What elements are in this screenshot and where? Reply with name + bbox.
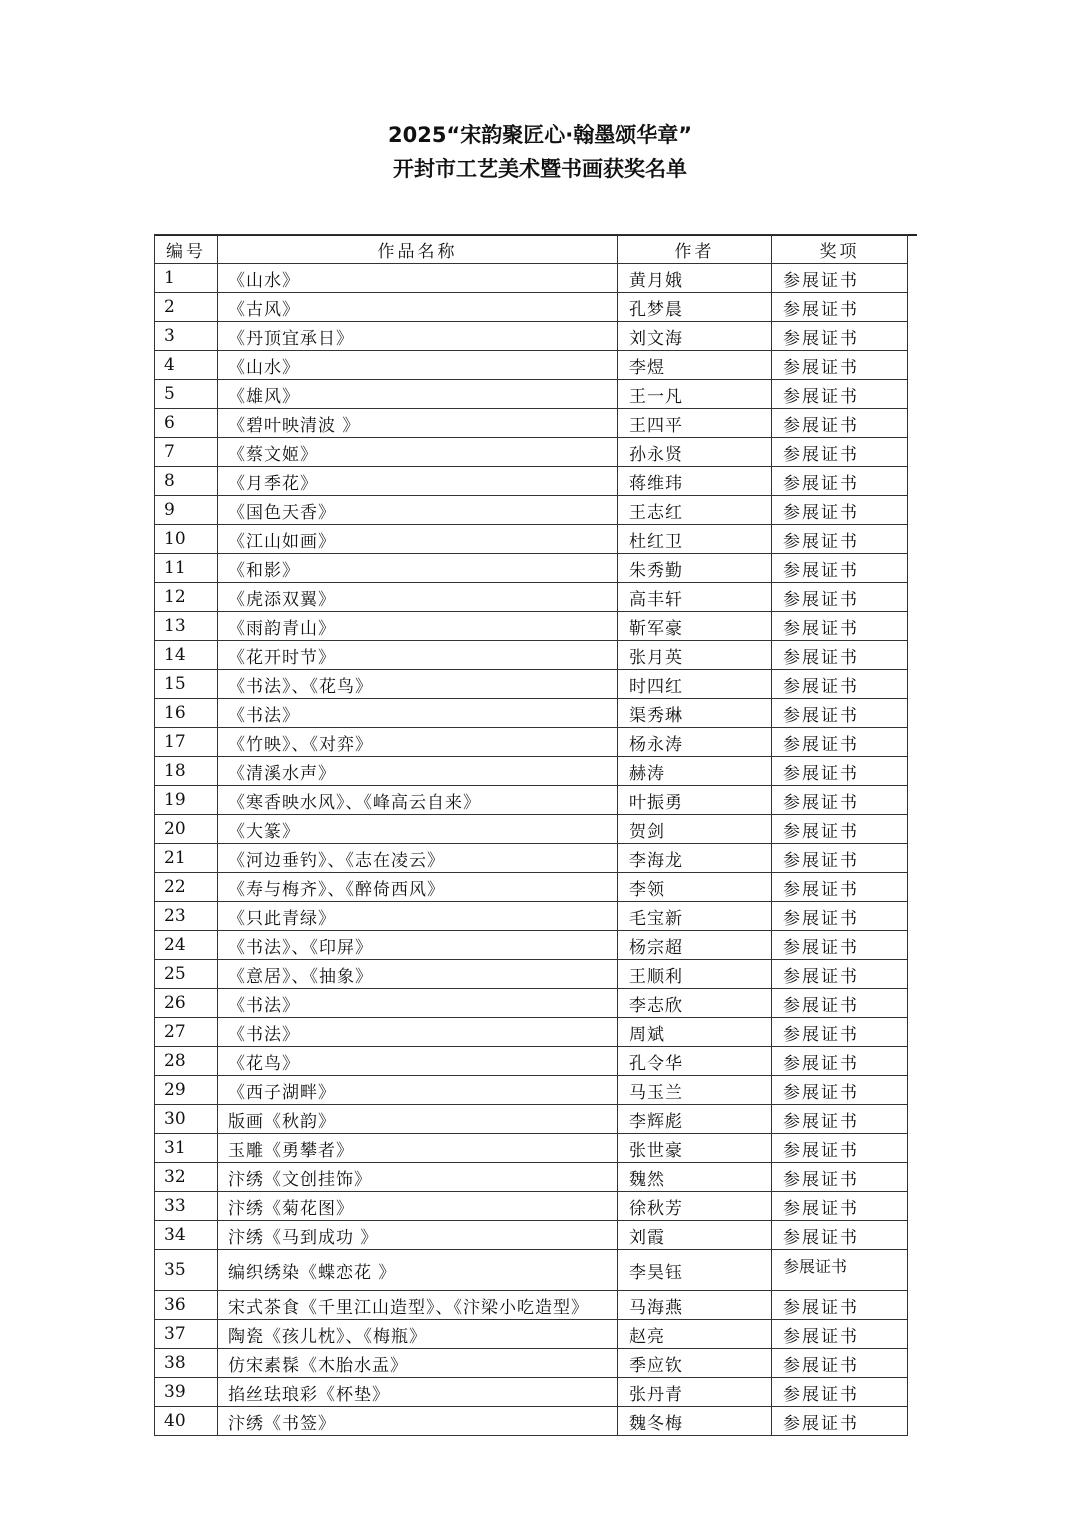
cell-author: 魏然	[618, 1163, 772, 1192]
cell-number: 29	[155, 1076, 218, 1105]
cell-number: 36	[155, 1291, 218, 1320]
cell-award: 参展证书	[772, 1192, 908, 1221]
cell-award: 参展证书	[772, 1105, 908, 1134]
cell-award: 参展证书	[772, 728, 908, 757]
cell-award: 参展证书	[772, 380, 908, 409]
cell-number: 3	[155, 322, 218, 351]
cell-award: 参展证书	[772, 1221, 908, 1250]
table-row	[155, 670, 908, 699]
cell-author: 赵亮	[618, 1320, 772, 1349]
page-title	[0, 118, 1080, 186]
cell-number: 25	[155, 960, 218, 989]
cell-author: 渠秀琳	[618, 699, 772, 728]
cell-work-title: 汴绣《马到成功 》	[218, 1221, 618, 1250]
cell-work-title: 《花开时节》	[218, 641, 618, 670]
cell-work-title: 《雨韵青山》	[218, 612, 618, 641]
cell-award: 参展证书	[772, 554, 908, 583]
cell-author: 黄月娥	[618, 264, 772, 293]
table-header-row	[155, 235, 908, 264]
table-row	[155, 322, 908, 351]
table-row	[155, 815, 908, 844]
table-row	[155, 438, 908, 467]
cell-author: 高丰轩	[618, 583, 772, 612]
header-author: 作者	[618, 235, 772, 264]
cell-award: 参展证书	[772, 873, 908, 902]
cell-award: 参展证书	[772, 1134, 908, 1163]
cell-work-title: 汴绣《书签》	[218, 1407, 618, 1436]
cell-work-title: 版画《秋韵》	[218, 1105, 618, 1134]
cell-author: 孔令华	[618, 1047, 772, 1076]
cell-award: 参展证书	[772, 1047, 908, 1076]
cell-work-title: 《书法》	[218, 1018, 618, 1047]
cell-number: 15	[155, 670, 218, 699]
table-row	[155, 1378, 908, 1407]
cell-work-title: 《花鸟》	[218, 1047, 618, 1076]
cell-work-title: 《西子湖畔》	[218, 1076, 618, 1105]
table-row	[155, 554, 908, 583]
cell-number: 27	[155, 1018, 218, 1047]
cell-award: 参展证书	[772, 902, 908, 931]
cell-number: 11	[155, 554, 218, 583]
cell-author: 王四平	[618, 409, 772, 438]
cell-number: 19	[155, 786, 218, 815]
table-row	[155, 525, 908, 554]
cell-author: 李领	[618, 873, 772, 902]
table-row	[155, 1192, 908, 1221]
cell-number: 20	[155, 815, 218, 844]
cell-number: 1	[155, 264, 218, 293]
cell-work-title: 《山水》	[218, 264, 618, 293]
table-row	[155, 467, 908, 496]
cell-number: 10	[155, 525, 218, 554]
cell-author: 李煜	[618, 351, 772, 380]
cell-number: 35	[155, 1250, 218, 1291]
cell-number: 33	[155, 1192, 218, 1221]
cell-award: 参展证书	[772, 467, 908, 496]
table-row	[155, 1349, 908, 1378]
cell-award: 参展证书	[772, 670, 908, 699]
cell-author: 魏冬梅	[618, 1407, 772, 1436]
table-row	[155, 728, 908, 757]
cell-award: 参展证书	[772, 1291, 908, 1320]
cell-award: 参展证书	[772, 960, 908, 989]
cell-number: 7	[155, 438, 218, 467]
cell-award: 参展证书	[772, 409, 908, 438]
cell-author: 蒋维玮	[618, 467, 772, 496]
table-row	[155, 1320, 908, 1349]
cell-number: 28	[155, 1047, 218, 1076]
cell-author: 周斌	[618, 1018, 772, 1047]
table-row	[155, 641, 908, 670]
table-row	[155, 873, 908, 902]
cell-work-title: 玉雕《勇攀者》	[218, 1134, 618, 1163]
table-row	[155, 786, 908, 815]
cell-work-title: 《只此青绿》	[218, 902, 618, 931]
table-row	[155, 351, 908, 380]
cell-award: 参展证书	[772, 1407, 908, 1436]
cell-work-title: 《虎添双翼》	[218, 583, 618, 612]
table-row	[155, 1407, 908, 1436]
cell-number: 26	[155, 989, 218, 1018]
cell-number: 39	[155, 1378, 218, 1407]
table-row	[155, 293, 908, 322]
cell-work-title: 《和影》	[218, 554, 618, 583]
cell-award: 参展证书	[772, 641, 908, 670]
cell-award: 参展证书	[772, 612, 908, 641]
cell-number: 17	[155, 728, 218, 757]
cell-work-title: 汴绣《菊花图》	[218, 1192, 618, 1221]
cell-work-title: 陶瓷《孩儿枕》、《梅瓶》	[218, 1320, 618, 1349]
cell-author: 杨宗超	[618, 931, 772, 960]
table-row	[155, 264, 908, 293]
cell-award: 参展证书	[772, 293, 908, 322]
cell-author: 季应钦	[618, 1349, 772, 1378]
cell-author: 李辉彪	[618, 1105, 772, 1134]
cell-number: 38	[155, 1349, 218, 1378]
table-row	[155, 844, 908, 873]
cell-award: 参展证书	[772, 1163, 908, 1192]
cell-author: 朱秀勤	[618, 554, 772, 583]
table-row	[155, 989, 908, 1018]
cell-number: 34	[155, 1221, 218, 1250]
table-row	[155, 757, 908, 786]
table-row	[155, 1163, 908, 1192]
table-row	[155, 1076, 908, 1105]
header-award: 奖项	[772, 235, 908, 264]
cell-author: 马玉兰	[618, 1076, 772, 1105]
cell-number: 9	[155, 496, 218, 525]
table-row	[155, 1250, 908, 1291]
cell-award: 参展证书	[772, 438, 908, 467]
cell-work-title: 《山水》	[218, 351, 618, 380]
cell-author: 赫涛	[618, 757, 772, 786]
cell-work-title: 汴绣《文创挂饰》	[218, 1163, 618, 1192]
table-row	[155, 380, 908, 409]
cell-author: 叶振勇	[618, 786, 772, 815]
cell-number: 5	[155, 380, 218, 409]
cell-author: 李昊钰	[618, 1250, 772, 1291]
cell-author: 刘霞	[618, 1221, 772, 1250]
cell-award: 参展证书	[772, 815, 908, 844]
cell-work-title: 《蔡文姬》	[218, 438, 618, 467]
cell-award: 参展证书	[772, 1250, 908, 1291]
cell-work-title: 《意居》、《抽象》	[218, 960, 618, 989]
cell-author: 杨永涛	[618, 728, 772, 757]
cell-number: 32	[155, 1163, 218, 1192]
cell-number: 2	[155, 293, 218, 322]
cell-number: 4	[155, 351, 218, 380]
table-row	[155, 960, 908, 989]
cell-work-title: 《雄风》	[218, 380, 618, 409]
cell-work-title: 《古风》	[218, 293, 618, 322]
cell-author: 王一凡	[618, 380, 772, 409]
cell-work-title: 《江山如画》	[218, 525, 618, 554]
cell-work-title: 《书法》、《印屏》	[218, 931, 618, 960]
cell-award: 参展证书	[772, 1076, 908, 1105]
cell-author: 马海燕	[618, 1291, 772, 1320]
cell-work-title: 《国色天香》	[218, 496, 618, 525]
cell-work-title: 《书法》、《花鸟》	[218, 670, 618, 699]
award-table	[154, 234, 908, 1436]
cell-work-title: 掐丝珐琅彩《杯垫》	[218, 1378, 618, 1407]
cell-work-title: 《月季花》	[218, 467, 618, 496]
cell-number: 8	[155, 467, 218, 496]
table-row	[155, 612, 908, 641]
table-row	[155, 496, 908, 525]
table-row	[155, 1047, 908, 1076]
award-table-container	[154, 234, 907, 1436]
cell-author: 张月英	[618, 641, 772, 670]
cell-author: 李海龙	[618, 844, 772, 873]
table-row	[155, 902, 908, 931]
cell-author: 靳军豪	[618, 612, 772, 641]
table-row	[155, 409, 908, 438]
cell-work-title: 《清溪水声》	[218, 757, 618, 786]
cell-number: 23	[155, 902, 218, 931]
cell-award: 参展证书	[772, 1378, 908, 1407]
cell-work-title: 《大篆》	[218, 815, 618, 844]
cell-award: 参展证书	[772, 699, 908, 728]
cell-work-title: 《河边垂钓》、《志在凌云》	[218, 844, 618, 873]
table-row	[155, 931, 908, 960]
cell-work-title: 《书法》	[218, 989, 618, 1018]
table-row	[155, 699, 908, 728]
cell-author: 张世豪	[618, 1134, 772, 1163]
cell-number: 16	[155, 699, 218, 728]
cell-award: 参展证书	[772, 844, 908, 873]
cell-work-title: 《寒香映水风》、《峰高云自来》	[218, 786, 618, 815]
cell-work-title: 《丹顶宜承日》	[218, 322, 618, 351]
cell-work-title: 编织绣染《蝶恋花 》	[218, 1250, 618, 1291]
cell-work-title: 《竹映》、《对弈》	[218, 728, 618, 757]
cell-number: 12	[155, 583, 218, 612]
cell-award: 参展证书	[772, 757, 908, 786]
cell-number: 21	[155, 844, 218, 873]
cell-award: 参展证书	[772, 931, 908, 960]
cell-award: 参展证书	[772, 525, 908, 554]
cell-author: 李志欣	[618, 989, 772, 1018]
cell-award: 参展证书	[772, 322, 908, 351]
title-line-1: 2025“宋韵聚匠心·翰墨颂华章”	[387, 123, 693, 147]
cell-award: 参展证书	[772, 1349, 908, 1378]
cell-author: 徐秋芳	[618, 1192, 772, 1221]
cell-author: 刘文海	[618, 322, 772, 351]
cell-author: 杜红卫	[618, 525, 772, 554]
cell-number: 22	[155, 873, 218, 902]
cell-author: 孔梦晨	[618, 293, 772, 322]
cell-number: 14	[155, 641, 218, 670]
cell-number: 6	[155, 409, 218, 438]
header-number: 编号	[155, 235, 218, 264]
table-row	[155, 1221, 908, 1250]
cell-award: 参展证书	[772, 786, 908, 815]
cell-author: 张丹青	[618, 1378, 772, 1407]
cell-number: 13	[155, 612, 218, 641]
cell-award: 参展证书	[772, 989, 908, 1018]
table-row	[155, 1018, 908, 1047]
cell-number: 18	[155, 757, 218, 786]
table-row	[155, 1105, 908, 1134]
cell-work-title: 《寿与梅齐》、《醉倚西风》	[218, 873, 618, 902]
cell-number: 31	[155, 1134, 218, 1163]
cell-award: 参展证书	[772, 496, 908, 525]
cell-author: 毛宝新	[618, 902, 772, 931]
cell-author: 孙永贤	[618, 438, 772, 467]
cell-award: 参展证书	[772, 1018, 908, 1047]
table-row	[155, 583, 908, 612]
cell-work-title: 仿宋素髹《木胎水盂》	[218, 1349, 618, 1378]
cell-author: 贺剑	[618, 815, 772, 844]
cell-author: 王顺利	[618, 960, 772, 989]
cell-number: 24	[155, 931, 218, 960]
cell-award: 参展证书	[772, 583, 908, 612]
cell-number: 30	[155, 1105, 218, 1134]
cell-number: 37	[155, 1320, 218, 1349]
cell-number: 40	[155, 1407, 218, 1436]
cell-author: 王志红	[618, 496, 772, 525]
cell-work-title: 《碧叶映清波 》	[218, 409, 618, 438]
cell-author: 时四红	[618, 670, 772, 699]
cell-work-title: 宋式茶食《千里江山造型》、《汴梁小吃造型》	[218, 1291, 618, 1320]
table-row	[155, 1134, 908, 1163]
title-line-2: 开封市工艺美术暨书画获奖名单	[393, 157, 687, 181]
cell-award: 参展证书	[772, 264, 908, 293]
cell-work-title: 《书法》	[218, 699, 618, 728]
header-work-title: 作品名称	[218, 235, 618, 264]
table-row	[155, 1291, 908, 1320]
table-body	[155, 264, 908, 1436]
cell-award: 参展证书	[772, 1320, 908, 1349]
cell-award: 参展证书	[772, 351, 908, 380]
